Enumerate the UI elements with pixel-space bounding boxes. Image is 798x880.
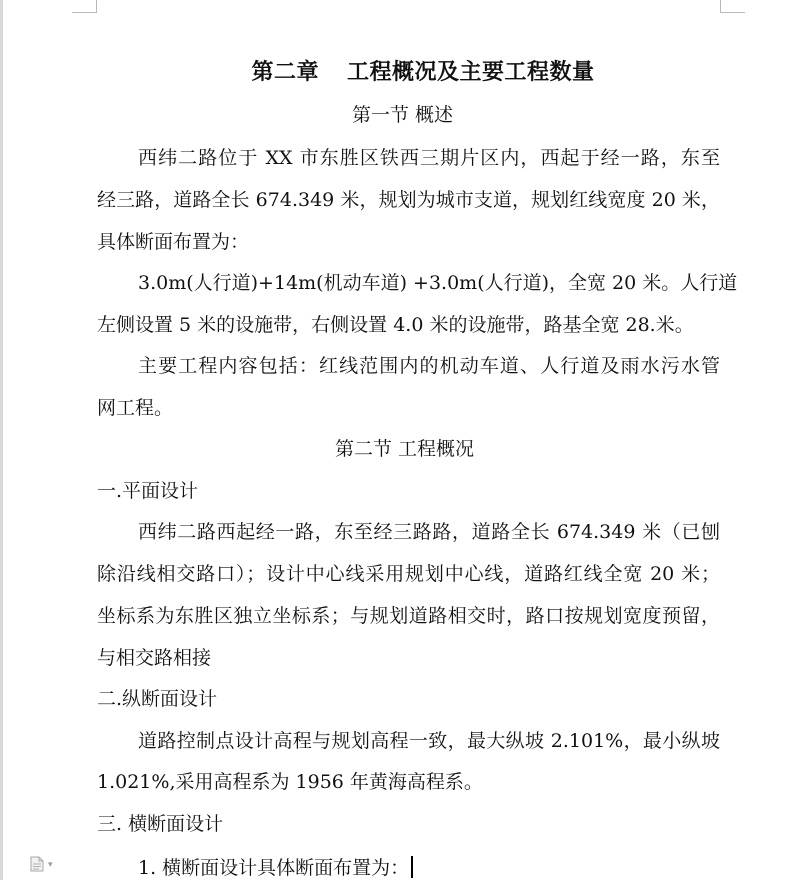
paragraph-line: 道路控制点设计高程与规划高程一致，最大纵坡 2.101%，最小纵坡 [138,730,720,752]
paragraph-line: 西纬二路西起经一路，东至经三路路，道路全长 674.349 米（已刨 [138,521,720,543]
chapter-title [0,61,798,83]
text-cursor [411,856,413,878]
paragraph-line: 3.0m(人行道)+14m(机动车道) +3.0m(人行道)，全宽 20 米。人行道 [138,272,738,294]
section-heading: 第一节 概述 [352,104,454,126]
paragraph-line: 主要工程内容包括：红线范围内的机动车道、人行道及雨水污水管 [138,355,720,377]
paragraph-line: 左侧设置 5 米的设施带，右侧设置 4.0 米的设施带，路基全宽 28.米。 [97,314,694,336]
paragraph-line: 坐标系为东胜区独立坐标系；与规划道路相交时，路口按规划宽度预留， [97,605,720,627]
paragraph-line: 经三路，道路全长 674.349 米，规划为城市支道，规划红线宽度 20 米， [97,189,720,211]
chapter-title-text: 工程概况及主要工程数量 [347,59,595,85]
list-item-line[interactable] [138,856,413,878]
section-heading: 第二节 工程概况 [335,438,475,460]
paragraph-line: 1.021%,采用高程系为 1956 年黄海高程系。 [97,771,483,793]
subsection-heading: 一.平面设计 [97,480,199,502]
paragraph-line: 与相交路相接 [97,647,212,669]
document-icon[interactable] [30,856,44,872]
list-item-text: 1. 横断面设计具体断面布置为： [138,857,410,879]
paragraph-line: 西纬二路位于 XX 市东胜区铁西三期片区内，西起于经一路，东至 [138,147,720,169]
subsection-heading: 二.纵断面设计 [97,688,218,710]
crop-mark-top-left [72,0,97,13]
paragraph-line: 具体断面布置为： [97,231,250,253]
page-left-border [0,0,3,880]
subsection-heading: 三. 横断面设计 [97,813,224,835]
chevron-down-icon[interactable]: ▾ [48,860,53,870]
paragraph-line: 除沿线相交路口）；设计中心线采用规划中心线，道路红线全宽 20 米； [97,563,720,585]
crop-mark-top-right [720,0,745,13]
chapter-number: 第二章 [251,59,319,85]
paragraph-line: 网工程。 [97,397,174,419]
